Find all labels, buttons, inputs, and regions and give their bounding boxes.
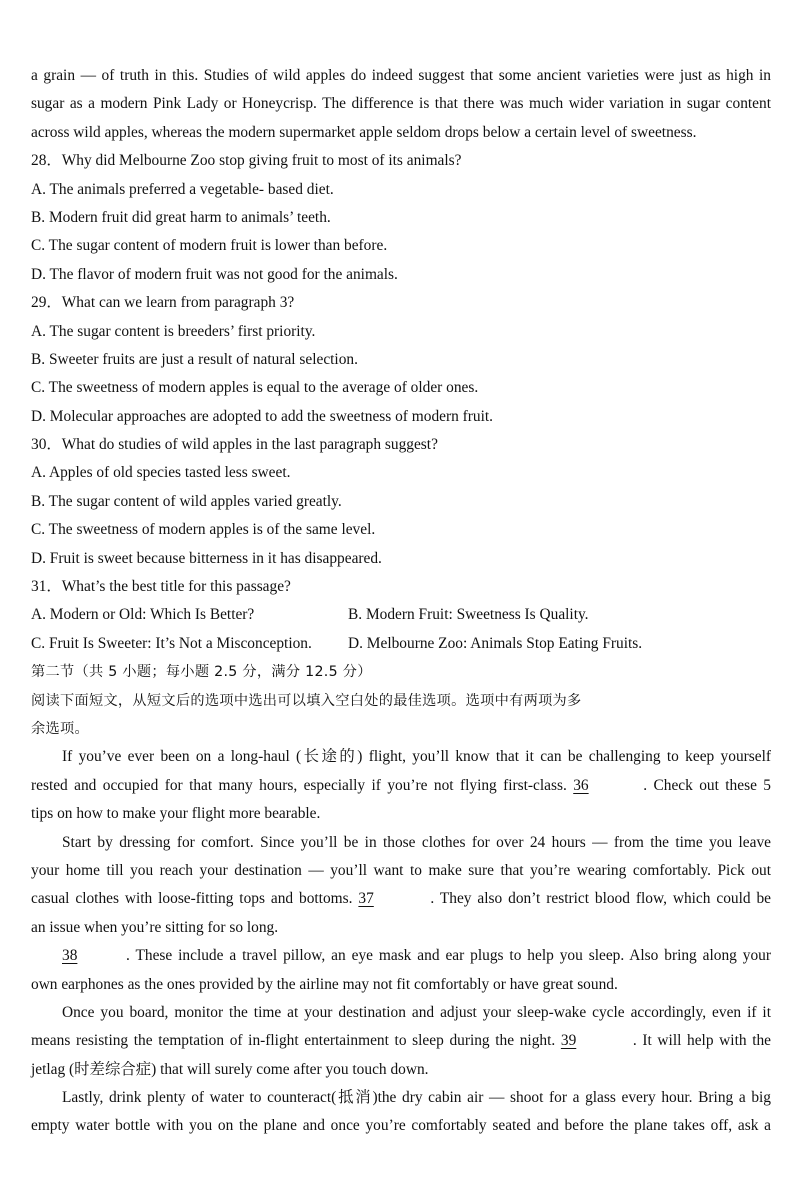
question-30-option-b: B. The sugar content of wild apples varied greatly. <box>31 492 342 510</box>
passage-p1-line-2 <box>31 772 771 800</box>
question-29-option-c: C. The sweetness of modern apples is equal to the average of older ones. <box>31 379 479 397</box>
passage-p5-line-2: empty water bottle with you on the plane and once you’re comfortably seated and before the plane takes off, ask a <box>31 1117 771 1135</box>
intro-line-1: a grain — of truth in this. Studies of wild apples do indeed suggest that some ancient varieties were just as high in <box>31 67 771 84</box>
passage-text: . They also don’t restrict blood flow, which could be <box>430 890 771 908</box>
passage-p1-line-3: tips on how to make your flight more bearable. <box>31 805 321 823</box>
passage-p4-line-3: jetlag (时差综合症) that will surely come after you touch down. <box>31 1060 429 1078</box>
question-28-option-c: C. The sugar content of modern fruit is lower than before. <box>31 237 388 255</box>
question-29-option-d: D. Molecular approaches are adopted to add the sweetness of modern fruit. <box>31 407 493 425</box>
passage-text: rested and occupied for that many hours, especially if you’re not flying first-class. <box>31 776 567 794</box>
passage-text: casual clothes with loose-fitting tops and bottoms. <box>31 890 353 908</box>
passage-text: . Check out these 5 <box>643 776 771 794</box>
question-28-option-d: D. The flavor of modern fruit was not good for the animals. <box>31 265 398 283</box>
passage-p5-line-1: Lastly, drink plenty of water to counteract(抵消)the dry cabin air — shoot for a glass every hour. Bring a big <box>62 1089 771 1107</box>
question-30-option-d: D. Fruit is sweet because bitterness in it has disappeared. <box>31 549 382 567</box>
passage-p1-line-1: If you’ve ever been on a long-haul (长途的) flight, you’ll know that it can be challenging to keep yourself <box>62 748 771 766</box>
question-28-option-a: A. The animals preferred a vegetable- based diet. <box>31 180 334 198</box>
question-29-option-a: A. The sugar content is breeders’ first priority. <box>31 322 316 340</box>
question-28-option-b: B. Modern fruit did great harm to animals’ teeth. <box>31 208 331 226</box>
passage-p2-line-3 <box>31 885 771 913</box>
passage-p2-line-2: your home till you reach your destination — you’ll want to make sure that you’re wearing comfortably. Pick out <box>31 861 771 879</box>
intro-line-3: across wild apples, whereas the modern supermarket apple seldom drops below a certain level of sweetness. <box>31 123 697 141</box>
section-2-instruction-line-2: 余选项。 <box>31 720 89 737</box>
question-29-option-b: B. Sweeter fruits are just a result of natural selection. <box>31 350 358 368</box>
blank-36: 36 <box>573 776 589 794</box>
passage-p4-line-1: Once you board, monitor the time at your destination and adjust your sleep-wake cycle accordingly, even if it <box>62 1003 771 1021</box>
document-page <box>31 62 771 1141</box>
section-2-heading: 第二节（共 5 小题；每小题 2.5 分，满分 12.5 分） <box>31 664 372 681</box>
question-31-option-c: C. Fruit Is Sweeter: It’s Not a Misconception. <box>31 634 312 652</box>
passage-p4-line-2 <box>31 1027 771 1055</box>
question-30-option-a: A. Apples of old species tasted less sweet. <box>31 464 291 482</box>
question-30-option-c: C. The sweetness of modern apples is of the same level. <box>31 521 376 539</box>
question-31-options-row-1 <box>31 601 771 629</box>
question-30-stem: 30．What do studies of wild apples in the last paragraph suggest? <box>31 436 438 454</box>
passage-p2-line-4: an issue when you’re sitting for so long. <box>31 918 279 936</box>
blank-37: 37 <box>358 890 374 908</box>
question-28-stem: 28．Why did Melbourne Zoo stop giving fruit to most of its animals? <box>31 152 462 170</box>
question-31-options-row-2 <box>31 630 771 658</box>
question-31-stem: 31．What’s the best title for this passage? <box>31 578 291 596</box>
blank-38: 38 <box>62 947 78 965</box>
blank-39: 39 <box>560 1032 577 1050</box>
question-31-option-d: D. Melbourne Zoo: Animals Stop Eating Fruits. <box>348 634 643 652</box>
passage-text: . It will help with the <box>632 1032 771 1050</box>
section-2-instruction-line-1: 阅读下面短文，从短文后的选项中选出可以填入空白处的最佳选项。选项中有两项为多 <box>31 692 582 709</box>
passage-p3-line-2: own earphones as the ones provided by the airline may not fit comfortably or have great sound. <box>31 975 618 993</box>
passage-p3-line-1 <box>31 942 771 970</box>
question-31-option-b: B. Modern Fruit: Sweetness Is Quality. <box>348 606 589 624</box>
passage-p2-line-1: Start by dressing for comfort. Since you’ll be in those clothes for over 24 hours — from the time you leave <box>62 833 771 851</box>
question-29-stem: 29．What can we learn from paragraph 3? <box>31 294 295 312</box>
passage-text: . These include a travel pillow, an eye mask and ear plugs to help you sleep. Also bring along your <box>126 947 771 965</box>
passage-text: means resisting the temptation of in-flight entertainment to sleep during the night. <box>31 1032 556 1050</box>
intro-line-2: sugar as a modern Pink Lady or Honeycrisp. The difference is that there was much wider variation in sugar content <box>31 95 771 113</box>
question-31-option-a: A. Modern or Old: Which Is Better? <box>31 606 255 624</box>
